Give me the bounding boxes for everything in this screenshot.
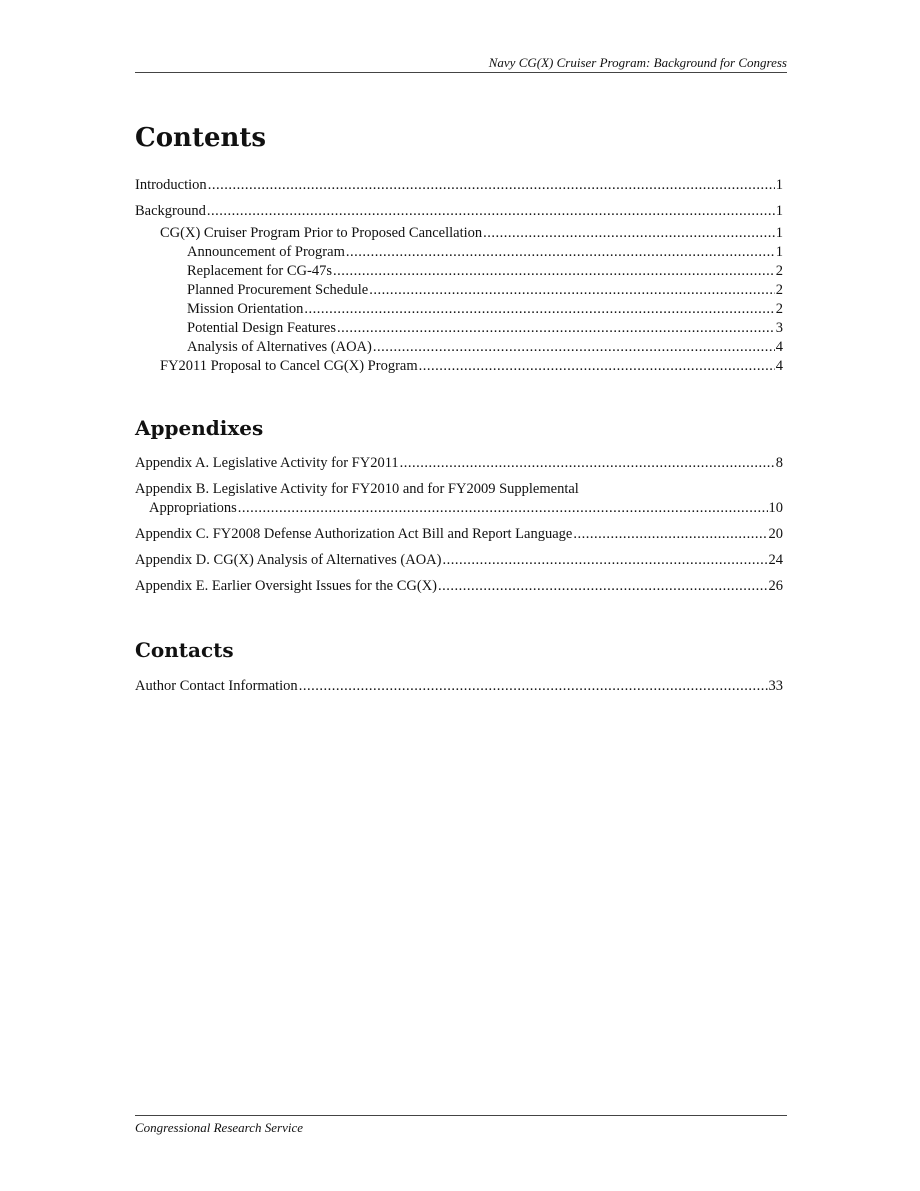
toc-entry-appendix-c[interactable] <box>135 525 783 544</box>
toc-page-number: 4 <box>775 358 783 374</box>
toc-entry-introduction[interactable] <box>135 176 783 195</box>
toc-page-number: 3 <box>775 320 783 336</box>
toc-page-number: 10 <box>768 500 783 516</box>
dot-leader <box>573 525 767 544</box>
toc-entry-text: FY2011 Proposal to Cancel CG(X) Program <box>160 358 418 374</box>
running-footer: Congressional Research Service <box>135 1120 303 1135</box>
toc-entry-procurement-schedule[interactable] <box>135 281 783 300</box>
toc-page-number: 2 <box>775 301 783 317</box>
toc-entry-continuation <box>135 499 783 518</box>
dot-leader <box>208 176 775 195</box>
toc-entry-text: Background <box>135 203 206 219</box>
toc-entry-continuation-text: Appropriations <box>149 500 237 516</box>
dot-leader <box>346 243 775 262</box>
toc-entry-text: Author Contact Information <box>135 678 298 694</box>
toc-entry-fy2011-proposal[interactable] <box>135 357 783 376</box>
toc-entry-aoa[interactable] <box>135 338 783 357</box>
toc-page-number: 1 <box>775 244 783 260</box>
toc-entry-text: Appendix D. CG(X) Analysis of Alternatives (AOA) <box>135 552 442 568</box>
toc-page-number: 1 <box>775 203 783 219</box>
dot-leader <box>483 224 775 243</box>
toc-page-number: 20 <box>768 526 783 542</box>
appendixes-title: Appendixes <box>135 416 264 440</box>
toc-entry-text: Introduction <box>135 177 207 193</box>
contacts-toc <box>135 677 783 696</box>
dot-leader <box>369 281 775 300</box>
dot-leader <box>400 454 775 473</box>
appendixes-toc <box>135 454 783 596</box>
toc-entry-background[interactable] <box>135 202 783 221</box>
toc-entry-text: Appendix E. Earlier Oversight Issues for the CG(X) <box>135 578 438 594</box>
toc-entry-text: Potential Design Features <box>187 320 337 336</box>
toc-entry-appendix-d[interactable] <box>135 551 783 570</box>
toc-entry-appendix-e[interactable] <box>135 577 783 596</box>
toc-entry-text: Planned Procurement Schedule <box>187 282 369 298</box>
toc-entry-text: Announcement of Program <box>187 244 345 260</box>
toc-entry-text: CG(X) Cruiser Program Prior to Proposed Cancellation <box>160 225 483 241</box>
dot-leader <box>373 338 775 357</box>
toc-entry-appendix-a[interactable] <box>135 454 783 473</box>
contents-toc <box>135 176 783 376</box>
toc-page-number: 2 <box>775 282 783 298</box>
contacts-title: Contacts <box>135 638 234 662</box>
toc-page-number: 2 <box>775 263 783 279</box>
toc-page-number: 33 <box>768 678 783 694</box>
toc-entry-program-prior-to-cancellation[interactable] <box>135 224 783 243</box>
dot-leader <box>304 300 774 319</box>
toc-entry-text: Appendix B. Legislative Activity for FY2010 and for FY2009 Supplemental <box>135 481 579 497</box>
toc-page-number: 8 <box>775 455 783 471</box>
toc-page-number: 1 <box>775 177 783 193</box>
footer-rule <box>135 1115 787 1116</box>
toc-entry-author-contact[interactable] <box>135 677 783 696</box>
running-header: Navy CG(X) Cruiser Program: Background for Congress <box>488 55 787 70</box>
dot-leader <box>333 262 775 281</box>
toc-entry-text: Analysis of Alternatives (AOA) <box>187 339 372 355</box>
toc-entry-appendix-b[interactable] <box>135 480 783 518</box>
dot-leader <box>442 551 767 570</box>
toc-page-number: 26 <box>768 578 783 594</box>
dot-leader <box>438 577 767 596</box>
dot-leader <box>419 357 775 376</box>
toc-entry-announcement[interactable] <box>135 243 783 262</box>
dot-leader <box>299 677 768 696</box>
toc-entry-text: Appendix C. FY2008 Defense Authorization Act Bill and Report Language <box>135 526 573 542</box>
header-rule <box>135 72 787 73</box>
dot-leader <box>238 499 768 518</box>
toc-entry-text: Mission Orientation <box>187 301 304 317</box>
toc-page-number: 4 <box>775 339 783 355</box>
toc-entry-text: Replacement for CG-47s <box>187 263 332 279</box>
toc-entry-replacement[interactable] <box>135 262 783 281</box>
dot-leader <box>337 319 775 338</box>
toc-entry-text: Appendix A. Legislative Activity for FY2011 <box>135 455 399 471</box>
dot-leader <box>207 202 775 221</box>
toc-entry-mission-orientation[interactable] <box>135 300 783 319</box>
toc-page-number: 1 <box>775 225 783 241</box>
toc-page-number: 24 <box>768 552 783 568</box>
contents-title: Contents <box>135 123 267 153</box>
toc-entry-design-features[interactable] <box>135 319 783 338</box>
